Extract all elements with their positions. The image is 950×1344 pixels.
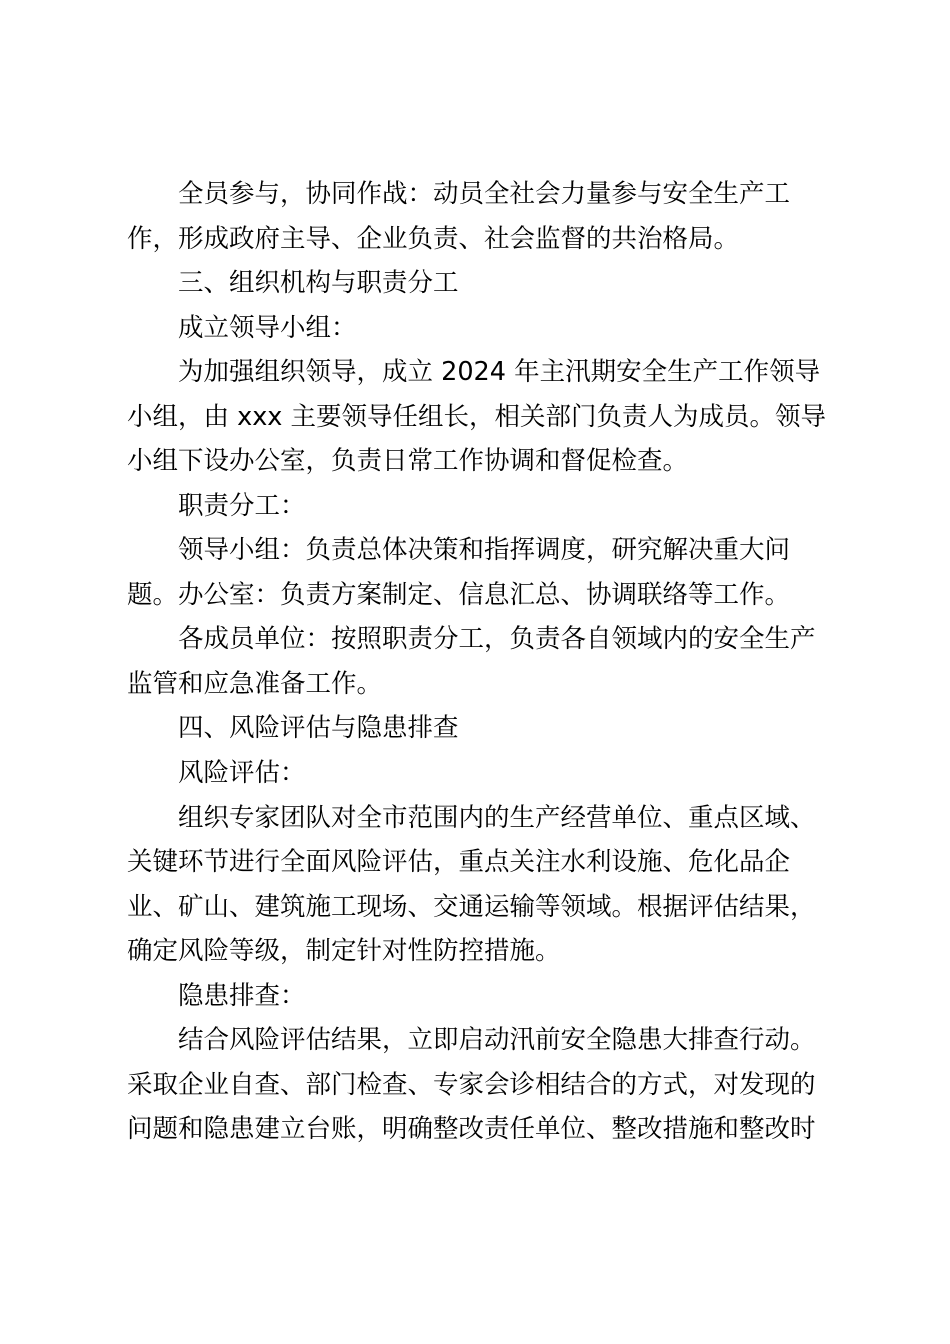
paragraph-line: 关键环节进行全面风险评估，重点关注水利设施、危化品企 xyxy=(127,847,791,877)
section-heading: 三、组织机构与职责分工 xyxy=(178,268,459,298)
paragraph-line: 为加强组织领导，成立 2024 年主汛期安全生产工作领导 xyxy=(178,357,821,387)
paragraph-line: 全员参与，协同作战：动员全社会力量参与安全生产工 xyxy=(178,179,791,209)
paragraph-line: 监管和应急准备工作。 xyxy=(127,669,383,699)
paragraph-line: 业、矿山、建筑施工现场、交通运输等领域。根据评估结果， xyxy=(127,892,816,922)
paragraph-line: 作，形成政府主导、企业负责、社会监督的共治格局。 xyxy=(127,224,740,254)
subheading: 职责分工： xyxy=(178,491,306,521)
paragraph-line: 题。办公室：负责方案制定、信息汇总、协调联络等工作。 xyxy=(127,580,791,610)
subheading: 成立领导小组： xyxy=(178,313,357,343)
paragraph-line: 采取企业自查、部门检查、专家会诊相结合的方式，对发现的 xyxy=(127,1070,816,1100)
paragraph-line: 问题和隐患建立台账，明确整改责任单位、整改措施和整改时 xyxy=(127,1114,816,1144)
subheading: 隐患排查： xyxy=(178,981,306,1011)
paragraph-line: 结合风险评估结果，立即启动汛前安全隐患大排查行动。 xyxy=(178,1025,816,1055)
paragraph-line: 小组，由 xxx 主要领导任组长，相关部门负责人为成员。领导 xyxy=(127,402,826,432)
section-heading: 四、风险评估与隐患排查 xyxy=(178,713,459,743)
paragraph-line: 组织专家团队对全市范围内的生产经营单位、重点区域、 xyxy=(178,803,816,833)
paragraph-line: 各成员单位：按照职责分工，负责各自领域内的安全生产 xyxy=(178,624,816,654)
paragraph-line: 领导小组：负责总体决策和指挥调度，研究解决重大问 xyxy=(178,535,791,565)
paragraph-line: 小组下设办公室，负责日常工作协调和督促检查。 xyxy=(127,446,689,476)
paragraph-line: 确定风险等级，制定针对性防控措施。 xyxy=(127,936,561,966)
subheading: 风险评估： xyxy=(178,758,306,788)
